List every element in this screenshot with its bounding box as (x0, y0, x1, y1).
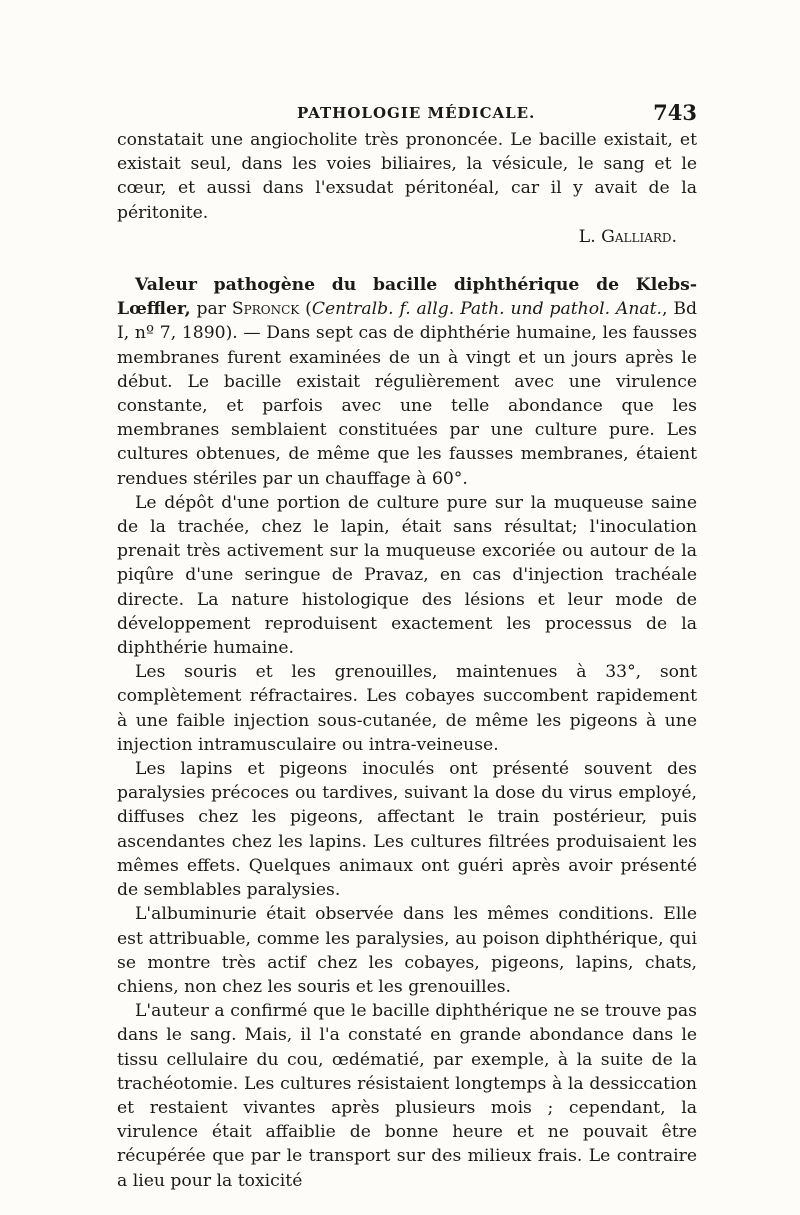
page-number: 743 (653, 100, 697, 125)
paragraph-albuminurie: L'albuminurie était observée dans les mêmes conditions. Elle est attribuable, comme les paralysies, au poison diphthérique, qui se montre très actif chez les cobayes, pigeons, lapins, chats, chiens, non chez les souris et les grenouilles. (117, 904, 697, 997)
abstract-body: Dans sept cas de diphthérie humaine, les fausses membranes furent examinées de un à vingt et un jours après le début. Le bacille existait régulièrement avec une virulence constante, et parfois avec une telle abondance que les membranes semblaient constituées par une culture pure. Les cultures obtenues, de même que les fausses membranes, étaient rendues stériles par un chauffage à 60°. (117, 323, 698, 489)
ref-open: ( (299, 299, 312, 320)
article-title: Valeur pathogène du bacille diphthérique de Klebs-Lœffler, (117, 275, 697, 320)
running-title: PATHOLOGIE MÉDICALE. (297, 104, 536, 122)
paragraph-animals: Les souris et les grenouilles, maintenues à 33°, sont complètement réfractaires. Les cobayes succombent rapidement à une faible injection sous-cutanée, de même les pigeons à une injection intramusculaire ou intra-veineuse. (117, 662, 697, 755)
article-abstract (117, 273, 697, 491)
signature: L. Galliard. (578, 226, 677, 247)
running-header (117, 100, 697, 126)
paragraph-paralysies: Les lapins et pigeons inoculés ont présenté souvent des paralysies précoces ou tardives, suivant la dose du virus employé, diffuses chez les pigeons, affectant le train postérieur, puis ascendantes chez les lapins. Les cultures filtrées produisaient les mêmes effets. Quelques animaux ont guéri après avoir présenté de semblables paralysies. (117, 759, 697, 901)
paragraph-continuation: constatait une angiocholite très prononcée. Le bacille existait, et existait seul, dans les voies biliaires, la vésicule, le sang et le cœur, et aussi dans l'exsudat péritonéal, car il y avait de la péritonite. (117, 130, 697, 223)
paragraph-inoculation: Le dépôt d'une portion de culture pure sur la muqueuse saine de la trachée, chez le lapin, était sans résultat; l'inoculation prenait très activement sur la muqueuse excoriée ou autour de la piqûre d'une seringue de Pravaz, en cas d'injection trachéale directe. La nature histologique des lésions et leur mode de développement reproduisent exactement les processus de la diphthérie humaine. (117, 492, 697, 659)
body-text (117, 128, 697, 1193)
reference-details: , Bd I, nº 7, 1890). — (117, 299, 697, 344)
paragraph-sang: L'auteur a confirmé que le bacille diphthérique ne se trouve pas dans le sang. Mais, il l'a constaté en grande abondance dans le tissu cellulaire du cou, œdématié, par exemple, à la suite de la trachéotomie. Les cultures résistaient longtemps à la dessiccation et restaient vivantes après plusieurs mois ; cependant, la virulence était affaiblie de bonne heure et ne pouvait être récupérée que par le transport sur des milieux frais. Le contraire a lieu pour la toxicité (117, 1001, 697, 1191)
reference-journal: Centralb. f. allg. Path. und pathol. Anat. (311, 299, 663, 320)
par-word: par (190, 299, 232, 320)
author-name: Spronck (231, 299, 300, 320)
